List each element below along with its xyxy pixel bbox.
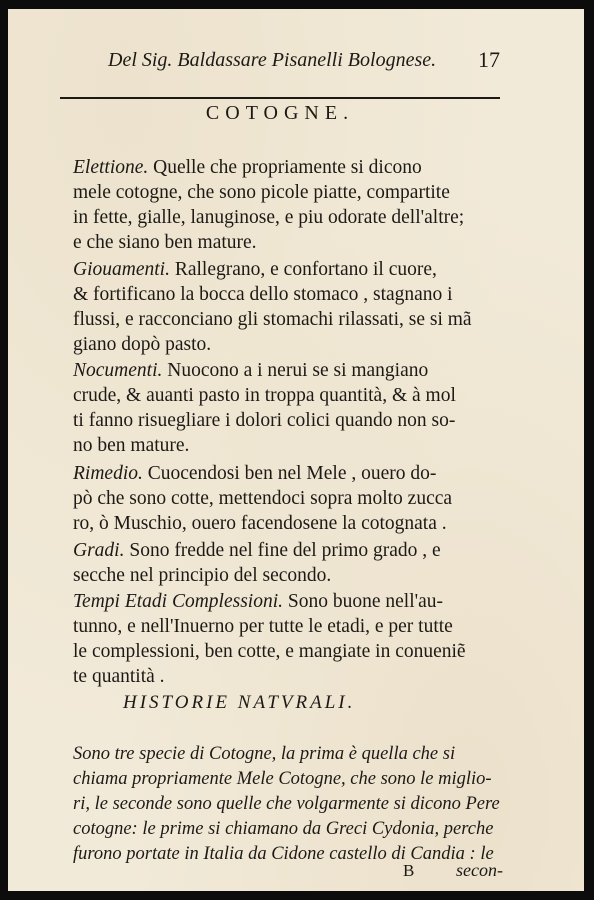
- body-line: [73, 590, 443, 614]
- historie-line: furono portate in Italia da Cidone castello di Candia : le: [73, 844, 494, 864]
- body-line: crude, & auanti pasto in troppa quantità, & à mol: [73, 385, 456, 406]
- paragraph-label-elettione: Elettione.: [73, 157, 149, 178]
- body-line: in fette, gialle, lanuginose, e piu odorate dell'altre;: [73, 207, 465, 228]
- body-text: Sono buone nell'au-: [287, 591, 444, 612]
- body-line: [73, 359, 428, 383]
- catchword: secon-: [456, 860, 503, 880]
- body-line: & fortificano la bocca dello stomaco , stagnano i: [73, 284, 453, 305]
- historie-line: cotogne: le prime si chiamano da Greci Cydonia, perche: [73, 819, 494, 839]
- running-head: Del Sig. Baldassare Pisanelli Bolognese.: [108, 49, 437, 71]
- paragraph-label-tempi: Tempi Etadi Complessioni.: [73, 591, 284, 612]
- paragraph-label-gradi: Gradi.: [73, 540, 125, 561]
- historie-heading: HISTORIE NATVRALI.: [123, 692, 356, 713]
- paragraph-label-nocumenti: Nocumenti.: [73, 360, 163, 381]
- paragraph-label-rimedio: Rimedio.: [73, 463, 143, 484]
- body-line: pò che sono cotte, mettendoci sopra molto zucca: [73, 488, 453, 509]
- body-line: ro, ò Muschio, ouero facendosene la cotognata .: [73, 513, 447, 534]
- historie-line: ri, le seconde sono quelle che volgarmente si dicono Pere: [73, 794, 500, 814]
- body-line: giano dopò pasto.: [73, 334, 212, 355]
- body-line: [73, 539, 441, 563]
- body-text: Quelle che propriamente si dicono: [153, 157, 422, 178]
- header-rule: [60, 97, 500, 99]
- page-frame: [8, 9, 584, 891]
- historie-line: Sono tre specie di Cotogne, la prima è quella che si: [73, 744, 456, 764]
- book-page: [8, 9, 584, 891]
- body-line: ti fanno risuegliare i dolori colici quando non so-: [73, 410, 456, 431]
- body-line: tunno, e nell'Inuerno per tutte le etadi, e per tutte: [73, 616, 453, 637]
- body-text: Sono fredde nel fine del primo grado , e: [129, 540, 441, 561]
- page-number: 17: [478, 47, 500, 72]
- body-text: Rallegrano, e confortano il cuore,: [174, 259, 437, 280]
- body-line: e che siano ben mature.: [73, 232, 257, 253]
- signature-mark: B: [403, 861, 415, 880]
- body-line: flussi, e racconciano gli stomachi rilassati, se si mã: [73, 309, 472, 330]
- body-line: mele cotogne, che sono picole piatte, compartite: [73, 182, 450, 203]
- body-line: [73, 462, 436, 486]
- body-line: no ben mature.: [73, 435, 190, 456]
- body-line: [73, 258, 437, 282]
- body-text: Cuocendosi ben nel Mele , ouero do-: [147, 463, 437, 484]
- body-line: le complessioni, ben cotte, e mangiate in conueniẽ: [73, 641, 466, 662]
- section-title: COTOGNE.: [205, 102, 355, 124]
- body-line: secche nel principio del secondo.: [73, 565, 332, 586]
- historie-line: chiama propriamente Mele Cotogne, che sono le miglio-: [73, 769, 492, 789]
- body-line: [73, 156, 422, 180]
- body-text: Nuocono a i nerui se si mangiano: [167, 360, 429, 381]
- paragraph-label-giouamenti: Giouamenti.: [73, 259, 170, 280]
- body-line: te quantità .: [73, 666, 165, 687]
